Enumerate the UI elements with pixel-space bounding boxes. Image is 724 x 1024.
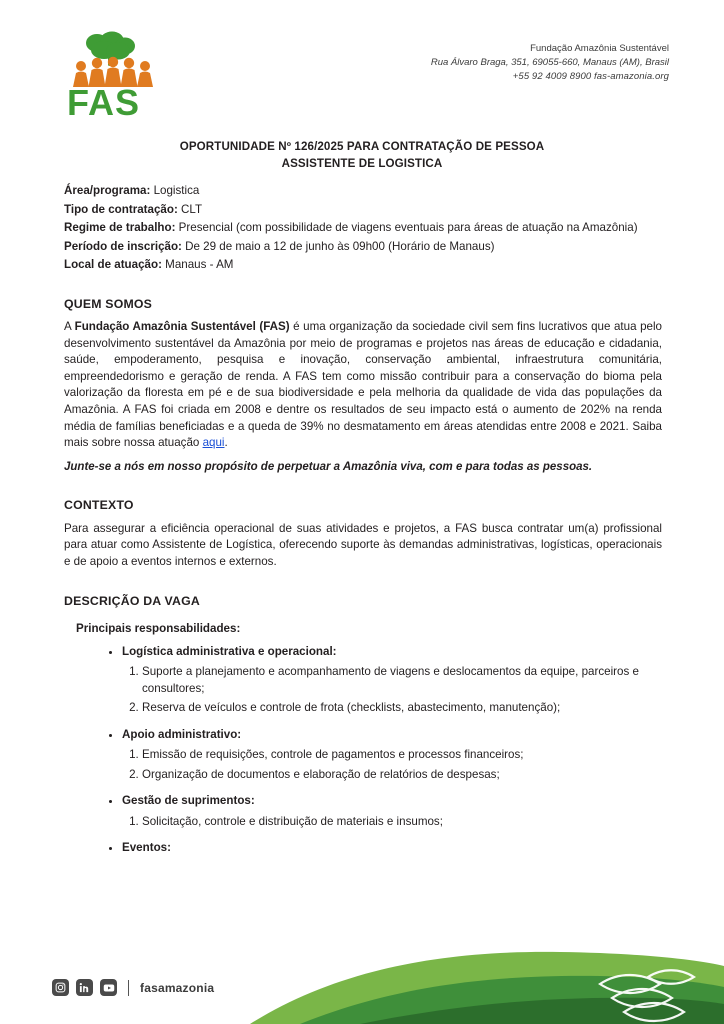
- meta-label: Área/programa:: [64, 184, 151, 197]
- group-title: • Gestão de suprimentos:: [122, 793, 662, 810]
- paragraph-quem-somos: [64, 319, 662, 452]
- svg-text:FAS: FAS: [67, 82, 141, 118]
- quem-somos-text-d: .: [224, 436, 228, 450]
- section-heading-contexto: CONTEXTO: [64, 498, 134, 513]
- aqui-link[interactable]: aqui: [202, 436, 225, 450]
- meta-area-programa: [64, 182, 662, 200]
- meta-local-atuacao: [64, 256, 662, 274]
- contact-org-name: Fundação Amazônia Sustentável: [530, 43, 669, 54]
- list-item: 2. Organização de documentos e elaboração de relatórios de despesas;: [142, 767, 662, 784]
- section-heading-quem-somos: QUEM SOMOS: [64, 296, 153, 311]
- group-title: • Eventos:: [122, 840, 662, 857]
- responsibility-items-2: [64, 747, 662, 783]
- meta-periodo-inscricao: [64, 238, 662, 256]
- footer-handle: fasamazonia: [140, 980, 215, 995]
- meta-label: Regime de trabalho:: [64, 221, 176, 234]
- meta-tipo-contratacao: [64, 201, 662, 219]
- list-item: 1. Solicitação, controle e distribuição de materiais e insumos;: [142, 814, 662, 831]
- youtube-icon[interactable]: [100, 979, 117, 996]
- page-title-line-2: ASSISTENTE DE LOGISTICA: [281, 157, 443, 170]
- meta-value: CLT: [177, 202, 203, 216]
- quem-somos-text-c: é uma organização da sociedade civil sem fins lucrativos que atua pelo desenvolvimento sustentável da Amazônia por meio de programas e projetos nas áreas de educação e cidadania, saúde, empoderamento, pesquisa e inovação, conservação ambiental, infraestrutura comunitária, empreendedorismo e geração de renda. A FAS tem como missão contribuir para a conservação do bioma pela valorização da floresta em pé e de sua biodiversidade e pela melhoria da qualidade de vida das populações da Amazônia. A FAS foi criada em 2008 e dentre os resultados de seu impacto está o aumento de 202% na renda média de famílias beneficiadas e a queda de 39% no desmatamento em áreas atendidas entre 2008 e 2021. Saiba mais sobre nossa atuação: [64, 320, 662, 450]
- document-body: [64, 182, 662, 861]
- instagram-icon[interactable]: [52, 979, 69, 996]
- list-item: 2. Reserva de veículos e controle de frota (checklists, abastecimento, manutenção);: [142, 700, 662, 717]
- footer-social-bar: [52, 979, 214, 996]
- responsibility-group-1: [64, 644, 662, 661]
- header-contact-block: [431, 42, 669, 84]
- fas-logo: [55, 30, 175, 118]
- contact-address: Rua Álvaro Braga, 351, 69055-660, Manaus (AM), Brasil: [430, 57, 669, 68]
- section-heading-descricao-vaga: DESCRIÇÃO DA VAGA: [64, 593, 200, 608]
- meta-label: Tipo de contratação:: [64, 202, 178, 216]
- document-footer: [0, 944, 724, 1024]
- meta-value: De 29 de maio a 12 de junho às 09h00 (Horário de Manaus): [181, 239, 495, 253]
- meta-regime-trabalho: [64, 219, 662, 237]
- list-item: 1. Suporte a planejamento e acompanhamento de viagens e deslocamentos da equipe, parceiros e consultores;: [142, 664, 662, 697]
- responsibility-items-3: [64, 814, 662, 831]
- group-title: • Apoio administrativo:: [122, 727, 662, 744]
- responsibility-group-2: [64, 727, 662, 744]
- contact-phone-site: +55 92 4009 8900 fas-amazonia.org: [512, 71, 669, 82]
- page-title: [62, 138, 662, 172]
- meta-value: Presencial (com possibilidade de viagens eventuais para áreas de atuação na Amazônia): [175, 221, 638, 234]
- meta-value: Manaus - AM: [161, 258, 234, 271]
- tagline-text: Junte-se a nós em nosso propósito de perpetuar a Amazônia viva, com e para todas as pessoas.: [64, 460, 593, 473]
- responsibility-group-4: [64, 840, 662, 857]
- subheading-responsabilidades: Principais responsabilidades:: [76, 622, 241, 636]
- page-title-line-1: OPORTUNIDADE Nº 126/2025 PARA CONTRATAÇÃO DE PESSOA: [179, 140, 545, 153]
- meta-label: Período de inscrição:: [64, 239, 182, 253]
- footer-divider: [128, 980, 129, 996]
- linkedin-icon[interactable]: [76, 979, 93, 996]
- list-item: 1. Emissão de requisições, controle de pagamentos e processos financeiros;: [142, 747, 662, 764]
- meta-value: Logistica: [150, 184, 200, 197]
- meta-label: Local de atuação:: [64, 258, 162, 271]
- document-header: [0, 28, 724, 118]
- group-title: • Logística administrativa e operacional:: [122, 644, 662, 661]
- paragraph-contexto: Para assegurar a eficiência operacional de suas atividades e projetos, a FAS busca contratar um(a) profissional para atuar como Assistente de Logística, oferecendo suporte às demandas administrativas, logísticas, operacionais e de apoio a eventos internos e externos.: [64, 521, 662, 568]
- responsibility-group-3: [64, 793, 662, 810]
- responsibility-items-1: [64, 664, 662, 717]
- quem-somos-text-a: A: [64, 320, 75, 333]
- quem-somos-org-name: Fundação Amazônia Sustentável (FAS): [74, 320, 290, 333]
